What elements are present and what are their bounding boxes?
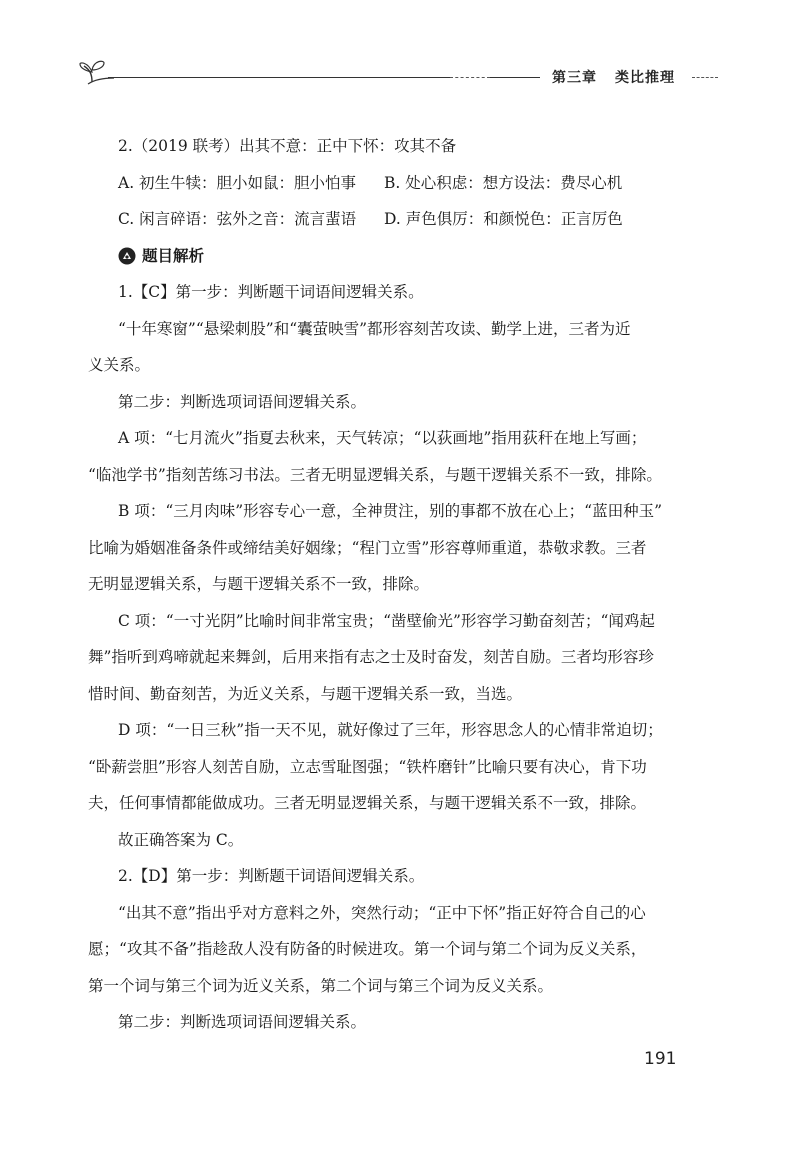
question-2-stem: 2.（2019 联考）出其不意：正中下怀：攻其不备 — [118, 137, 457, 155]
q1-answer: 故正确答案为 C。 — [118, 830, 244, 849]
analysis-badge-icon — [118, 247, 136, 265]
header-rule-middle — [490, 77, 540, 78]
q1-option-b-line2: 比喻为婚姻准备条件或缔结美好姻缘；“程门立雪”形容尊师重道，恭敬求教。三者 — [88, 538, 647, 557]
options-row-1 — [118, 165, 690, 202]
option-a: A. 初生牛犊：胆小如鼠：胆小怕事 — [118, 173, 357, 192]
q1-option-d-line3: 夫，任何事情都能做成功。三者无明显逻辑关系，与题干逻辑关系不一致，排除。 — [88, 794, 647, 812]
option-c: C. 闲言碎语：弦外之音：流言蜚语 — [118, 210, 357, 228]
q1-option-c-line1: C 项：“一寸光阴”比喻时间非常宝贵；“凿壁偷光”形容学习勤奋刻苦；“闻鸡起 — [118, 611, 655, 630]
analysis-heading — [118, 238, 690, 275]
chapter-label: 第三章 — [552, 70, 597, 86]
sprout-icon — [78, 58, 114, 86]
q1-stem-line2: 义关系。 — [88, 356, 151, 374]
header-rule-dashed — [450, 77, 490, 78]
q1-option-a-line1: A 项：“七月流火”指夏去秋来，天气转凉；“以荻画地”指用荻秆在地上写画； — [118, 429, 647, 447]
q1-option-b-line3: 无明显逻辑关系，与题干逻辑关系不一致，排除。 — [88, 575, 430, 593]
q2-stem-line3: 第一个词与第三个词为近义关系，第二个词与第三个词为反义关系。 — [88, 976, 554, 995]
q1-option-a-line2: “临池学书”指刻苦练习书法。三者无明显逻辑关系，与题干逻辑关系不一致，排除。 — [88, 465, 662, 484]
q2-step2: 第二步：判断选项词语间逻辑关系。 — [118, 1013, 367, 1031]
chapter-title — [552, 67, 675, 87]
q1-option-b-line1: B 项：“三月肉味”形容专心一意，全神贯注，别的事都不放在心上；“蓝田种玉” — [118, 502, 663, 520]
options-row-2 — [118, 201, 690, 238]
q1-option-c-line2: 舞”指听到鸡啼就起来舞剑，后用来指有志之士及时奋发，刻苦自励。三者均形容珍 — [88, 648, 654, 666]
running-header — [78, 58, 718, 92]
option-b: B. 处心积虑：想方设法：费尽心机 — [384, 173, 623, 192]
q1-option-c-line3: 惜时间、勤奋刻苦，为近义关系，与题干逻辑关系一致，当选。 — [88, 684, 523, 703]
q1-stem-line1: “十年寒窗”“悬梁刺股”和“囊萤映雪”都形容刻苦攻读、勤学上进，三者为近 — [118, 319, 631, 338]
q2-stem-line1: “出其不意”指出乎对方意料之外，突然行动；“正中下怀”指正好符合自己的心 — [118, 903, 646, 922]
q1-step2: 第二步：判断选项词语间逻辑关系。 — [118, 392, 367, 411]
page-body — [88, 128, 690, 1041]
analysis-heading-text: 题目解析 — [142, 245, 205, 265]
q1-step1: 1.【C】第一步：判断题干词语间逻辑关系。 — [118, 283, 424, 301]
q1-option-d-line2: “卧薪尝胆”形容人刻苦自励，立志雪耻图强；“铁杵磨针”比喻只要有决心，肯下功 — [88, 757, 647, 776]
q1-option-d-line1: D 项：“一日三秋”指一天不见，就好像过了三年，形容思念人的心情非常迫切； — [118, 721, 663, 739]
option-d: D. 声色俱厉：和颜悦色：正言厉色 — [384, 210, 623, 228]
chapter-name: 类比推理 — [615, 70, 675, 86]
q2-step1: 2.【D】第一步：判断题干词语间逻辑关系。 — [118, 867, 425, 885]
header-rule-right — [692, 77, 718, 78]
q2-stem-line2: 愿；“攻其不备”指趁敌人没有防备的时候进攻。第一个词与第二个词为反义关系， — [88, 940, 647, 958]
header-rule-left — [108, 77, 450, 78]
page-number: 191 — [644, 1049, 677, 1069]
